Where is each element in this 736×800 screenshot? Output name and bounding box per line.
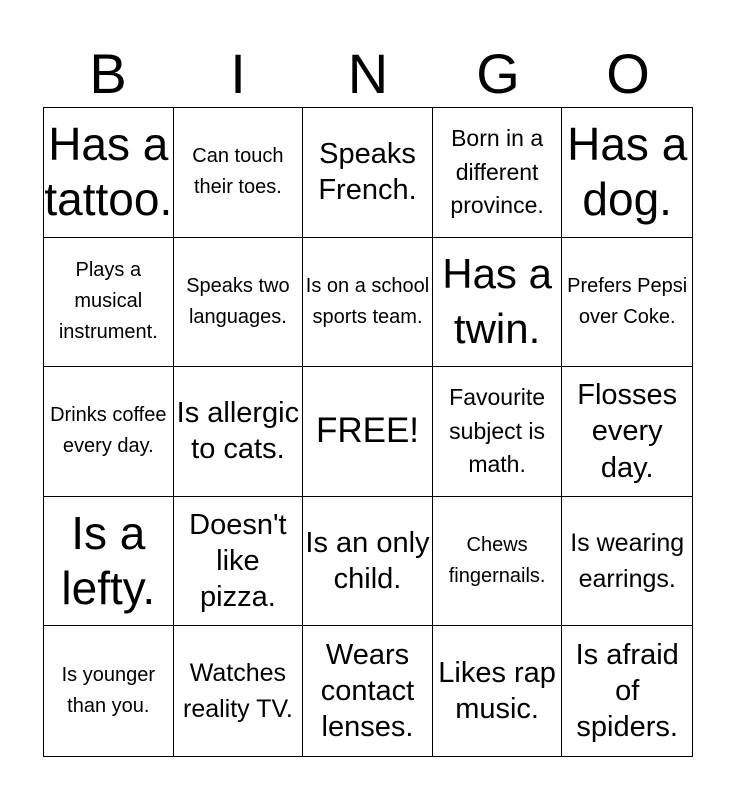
header-letter-g: G [476, 42, 520, 105]
bingo-cell[interactable]: Is an only child. [303, 497, 433, 627]
bingo-cell[interactable]: Speaks French. [303, 108, 433, 238]
bingo-cell[interactable]: Prefers Pepsi over Coke. [562, 238, 692, 368]
bingo-cell[interactable]: Favourite subject is math. [433, 367, 563, 497]
bingo-cell[interactable]: Watches reality TV. [174, 626, 304, 756]
bingo-header [43, 40, 693, 108]
bingo-cell[interactable]: Doesn't like pizza. [174, 497, 304, 627]
bingo-cell[interactable]: Is afraid of spiders. [575, 638, 679, 744]
bingo-cell[interactable]: Drinks coffee every day. [44, 367, 174, 497]
bingo-cell[interactable]: Flosses every day. [562, 367, 692, 497]
bingo-cell[interactable]: Is wearing earrings. [562, 497, 692, 627]
bingo-cell[interactable]: Has a tattoo. [44, 108, 174, 238]
bingo-cell[interactable]: Has a twin. [433, 238, 563, 368]
bingo-board [43, 107, 693, 757]
bingo-cell[interactable]: Can touch their toes. [174, 108, 304, 238]
bingo-cell[interactable]: Likes rap music. [433, 626, 563, 756]
header-letter-n: N [347, 42, 389, 105]
header-letter-o: O [606, 42, 650, 105]
bingo-cell[interactable]: Is allergic to cats. [174, 367, 304, 497]
bingo-cell[interactable]: Wears contact lenses. [303, 626, 433, 756]
header-letter-i: I [230, 42, 246, 105]
bingo-cell[interactable]: Born in a different province. [433, 108, 563, 238]
bingo-cell[interactable]: Is younger than you. [44, 626, 174, 756]
bingo-cell[interactable]: Chews fingernails. [433, 497, 563, 627]
bingo-cell[interactable]: Is a lefty. [44, 497, 174, 627]
free-space-cell[interactable]: FREE! [303, 367, 433, 497]
bingo-cell[interactable]: Plays a musical instrument. [44, 238, 174, 368]
header-letter-b: B [89, 42, 127, 105]
bingo-cell[interactable]: Has a dog. [562, 108, 692, 238]
bingo-cell[interactable]: Speaks two languages. [174, 238, 304, 368]
bingo-cell[interactable]: Is on a school sports team. [303, 238, 433, 368]
